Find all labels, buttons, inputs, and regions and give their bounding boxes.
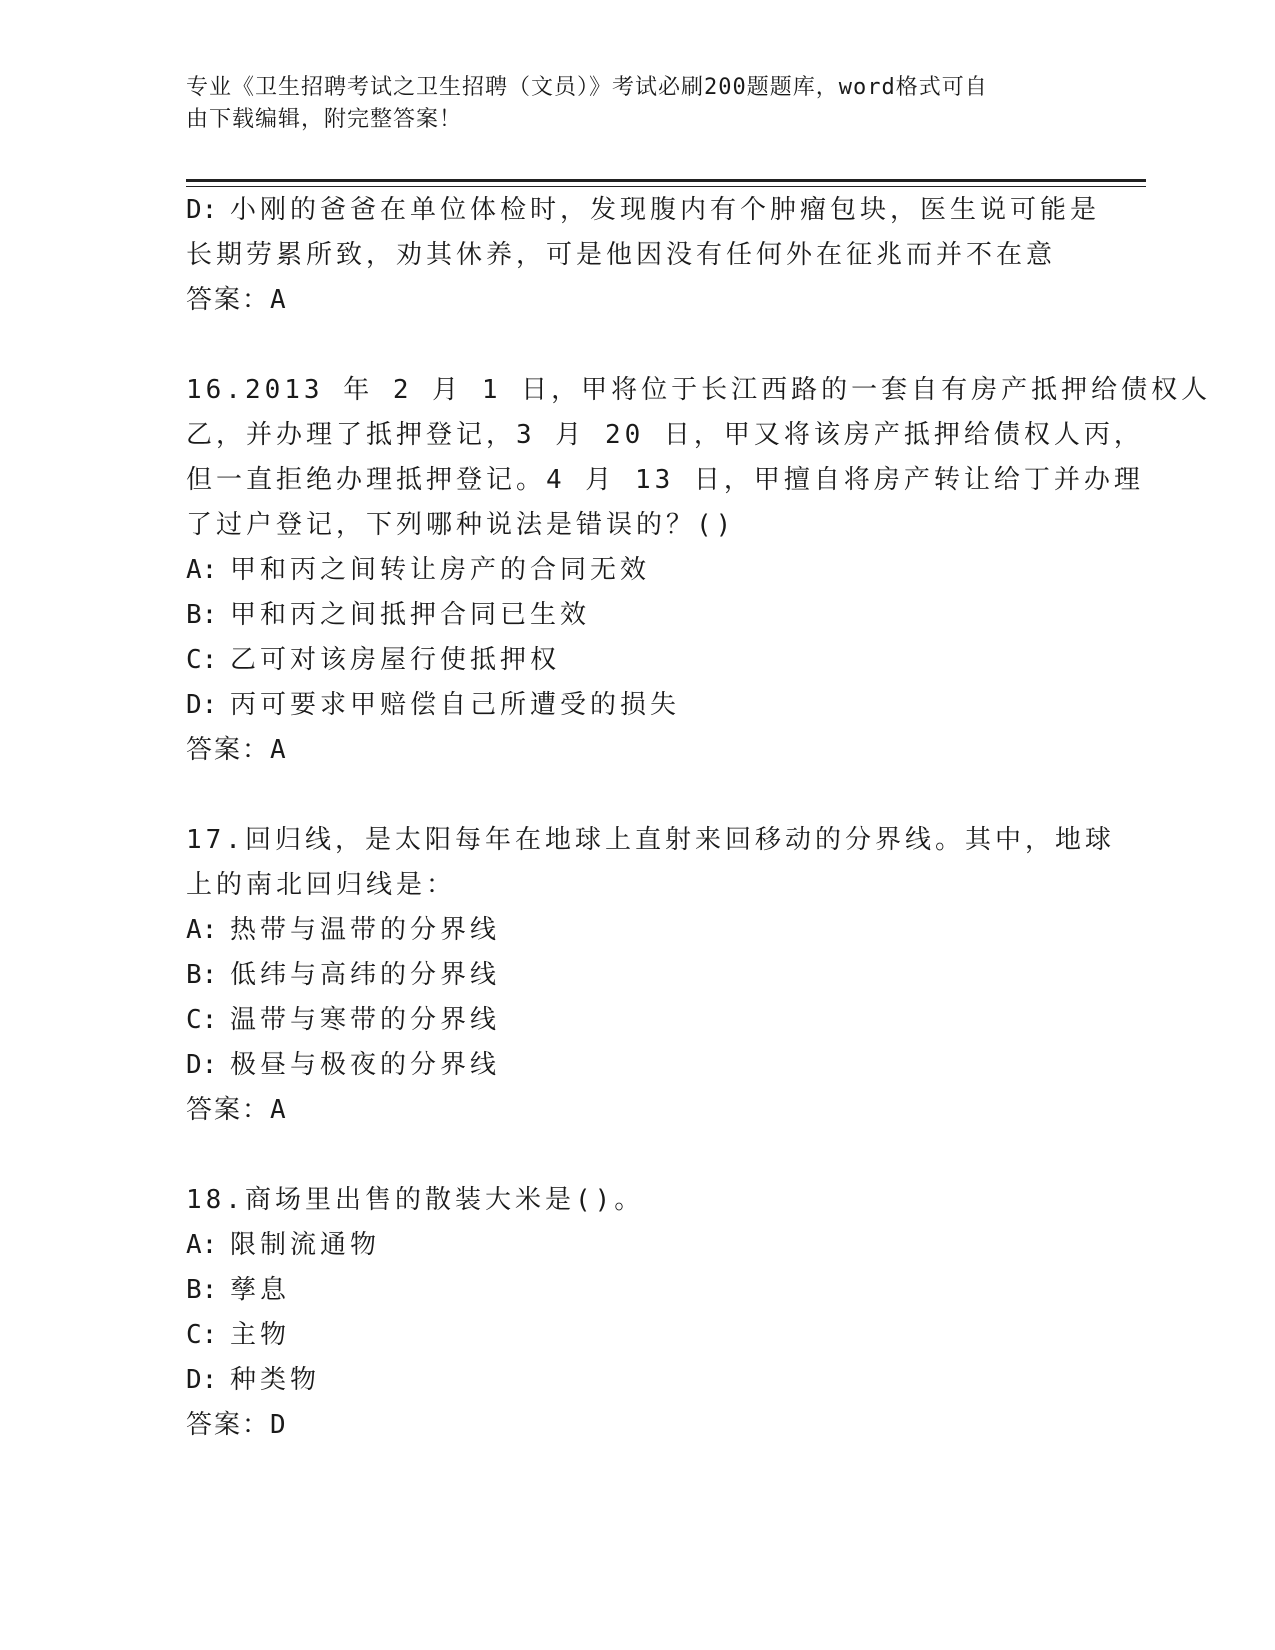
prev-option-d [186,188,1101,233]
spacer [186,773,1086,818]
header-line-1: 专业《卫生招聘考试之卫生招聘（文员）》考试必刷200题题库，word格式可自 [186,75,988,100]
option-text: 乙可对该房屋行使抵押权 [230,645,561,675]
q16-option-d [186,683,1086,728]
q18-answer: 答案：D [186,1410,288,1440]
q16-stem-line-3: 但一直拒绝办理抵押登记。4 月 13 日，甲擅自将房产转让给丁并办理 [186,465,1144,495]
q16-option-b [186,593,1086,638]
option-text: 甲和丙之间抵押合同已生效 [230,600,591,630]
q16-stem-line-2: 乙，并办理了抵押登记，3 月 20 日，甲又将该房产抵押给债权人丙， [186,420,1144,450]
option-text: 低纬与高纬的分界线 [230,960,501,990]
header-rule-thick [186,179,1146,182]
prev-option-d-continued: 长期劳累所致，劝其休养，可是他因没有任何外在征兆而并不在意 [186,240,1057,270]
q17-option-c [186,998,1086,1043]
q17-option-b [186,953,1086,998]
q18-option-b [186,1268,1086,1313]
header-line-2: 由下载编辑，附完整答案！ [186,107,463,132]
q16-option-a [186,548,1086,593]
option-text: 丙可要求甲赔偿自己所遭受的损失 [230,690,681,720]
option-label: A: [186,1230,218,1260]
option-label: D: [186,195,218,225]
q18-stem-line-1: 18.商场里出售的散装大米是()。 [186,1185,645,1215]
prev-answer: 答案：A [186,285,288,315]
option-text: 小刚的爸爸在单位体检时，发现腹内有个肿瘤包块，医生说可能是 [230,195,1101,225]
option-label: B: [186,960,218,990]
option-label: B: [186,600,218,630]
q16-option-c [186,638,1086,683]
option-text: 种类物 [230,1365,321,1395]
spacer [186,323,1086,368]
option-label: D: [186,1050,218,1080]
q17-stem-line-1: 17.回归线，是太阳每年在地球上直射来回移动的分界线。其中，地球 [186,825,1115,855]
option-label: C: [186,1005,218,1035]
option-label: B: [186,1275,218,1305]
spacer [186,1133,1086,1178]
q16-stem-line-4: 了过户登记，下列哪种说法是错误的？() [186,510,736,540]
option-label: D: [186,690,218,720]
q16-stem-line-1: 16.2013 年 2 月 1 日，甲将位于长江西路的一套自有房产抵押给债权人 [186,375,1212,405]
q17-stem-line-2: 上的南北回归线是： [186,870,457,900]
header-rule-thin [186,186,1146,187]
option-label: A: [186,555,218,585]
option-label: C: [186,1320,218,1350]
q18-option-a [186,1223,1086,1268]
q17-option-a [186,908,1086,953]
q17-answer: 答案：A [186,1095,288,1125]
option-label: A: [186,915,218,945]
option-text: 热带与温带的分界线 [230,915,501,945]
question-content [186,188,1212,1448]
option-label: D: [186,1365,218,1395]
option-text: 限制流通物 [230,1230,381,1260]
option-text: 温带与寒带的分界线 [230,1005,501,1035]
q18-option-d [186,1358,1086,1403]
option-text: 极昼与极夜的分界线 [230,1050,501,1080]
document-header [186,72,1066,136]
option-label: C: [186,645,218,675]
q16-answer: 答案：A [186,735,288,765]
option-text: 甲和丙之间转让房产的合同无效 [230,555,651,585]
option-text: 主物 [230,1320,291,1350]
option-text: 孳息 [230,1275,291,1305]
q18-option-c [186,1313,1086,1358]
q17-option-d [186,1043,1086,1088]
